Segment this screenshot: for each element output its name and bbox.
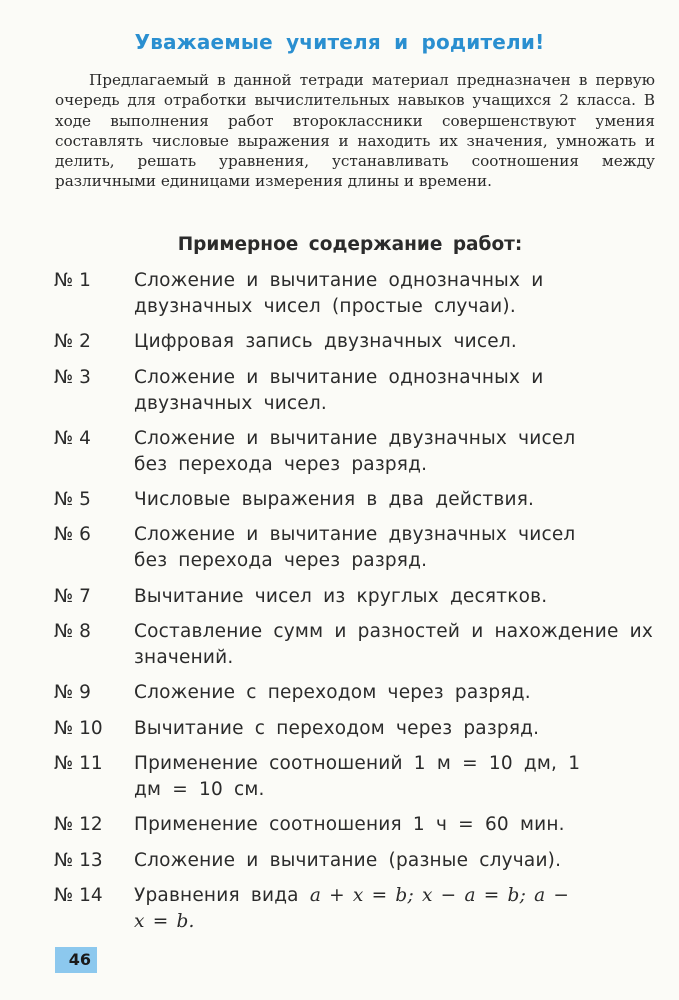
work-number: № 1 [54, 270, 91, 291]
work-description: Вычитание с переходом через разряд. [134, 717, 540, 739]
work-number: № 2 [54, 331, 91, 353]
list-item [54, 522, 664, 574]
work-number: № 5 [54, 489, 91, 511]
work-number: № 4 [54, 427, 91, 449]
list-item [54, 751, 664, 803]
work-number: № 12 [54, 814, 103, 836]
work-number: № 6 [54, 524, 91, 546]
work-description: Числовые выражения в два действия. [134, 489, 535, 511]
work-description: Составление сумм и разностей и нахождение их значений. [134, 621, 653, 669]
list-item [54, 619, 664, 671]
work-description: Сложение и вычитание двузначных чисел без перехода через разряд. [134, 427, 576, 475]
work-number: № 3 [54, 366, 91, 388]
work-description: Сложение и вычитание однозначных и двузначных чисел. [134, 366, 544, 414]
list-item [54, 487, 664, 513]
list-item [54, 365, 664, 417]
work-description: Вычитание чисел из круглых десятков. [134, 585, 548, 607]
page-number: 46 [55, 947, 97, 973]
work-number: № 9 [54, 682, 91, 704]
contents-list [54, 268, 664, 944]
list-item [54, 680, 664, 706]
work-description: Сложение и вычитание однозначных и двузначных чисел (простые случаи). [134, 270, 544, 317]
work-description: Сложение с переходом через разряд. [134, 682, 531, 704]
equation-intro: Уравнения вида [134, 884, 299, 906]
list-item [54, 716, 664, 742]
work-description: Сложение и вычитание (разные случаи). [134, 849, 562, 871]
list-item [54, 268, 664, 320]
work-number: № 10 [54, 717, 103, 739]
work-number: № 8 [54, 621, 91, 643]
list-item [54, 848, 664, 874]
list-item [54, 426, 664, 478]
work-number: № 14 [54, 884, 103, 906]
work-description [134, 883, 574, 935]
work-description: Применение соотношений 1 м = 10 дм, 1 дм = 10 см. [134, 752, 581, 800]
list-item [54, 584, 664, 610]
list-item [54, 812, 664, 838]
work-description: Сложение и вычитание двузначных чисел без перехода через разряд. [134, 524, 576, 572]
list-item [54, 329, 664, 355]
equation-formulas: a + x = b; x − a = b; a − x = b. [134, 884, 570, 932]
intro-paragraph: Предлагаемый в данной тетради материал предназначен в первую очередь для отработки вычислительных навыков учащихся 2 класса. В ходе выполнения работ второклассники совершенствуют умения составлять числовые выражения и находить их значения, умножать и делить, решать уравнения, устанавливать соотношения между различными единицами измерения длины и времени. [55, 71, 655, 191]
work-description: Применение соотношения 1 ч = 60 мин. [134, 814, 565, 836]
list-item [54, 883, 664, 935]
work-number: № 11 [54, 752, 103, 774]
work-number: № 7 [54, 585, 91, 607]
contents-heading: Примерное содержание работ: [177, 234, 523, 255]
page-title: Уважаемые учителя и родители! [134, 30, 545, 54]
work-number: № 13 [54, 849, 103, 871]
work-description: Цифровая запись двузначных чисел. [134, 331, 517, 353]
